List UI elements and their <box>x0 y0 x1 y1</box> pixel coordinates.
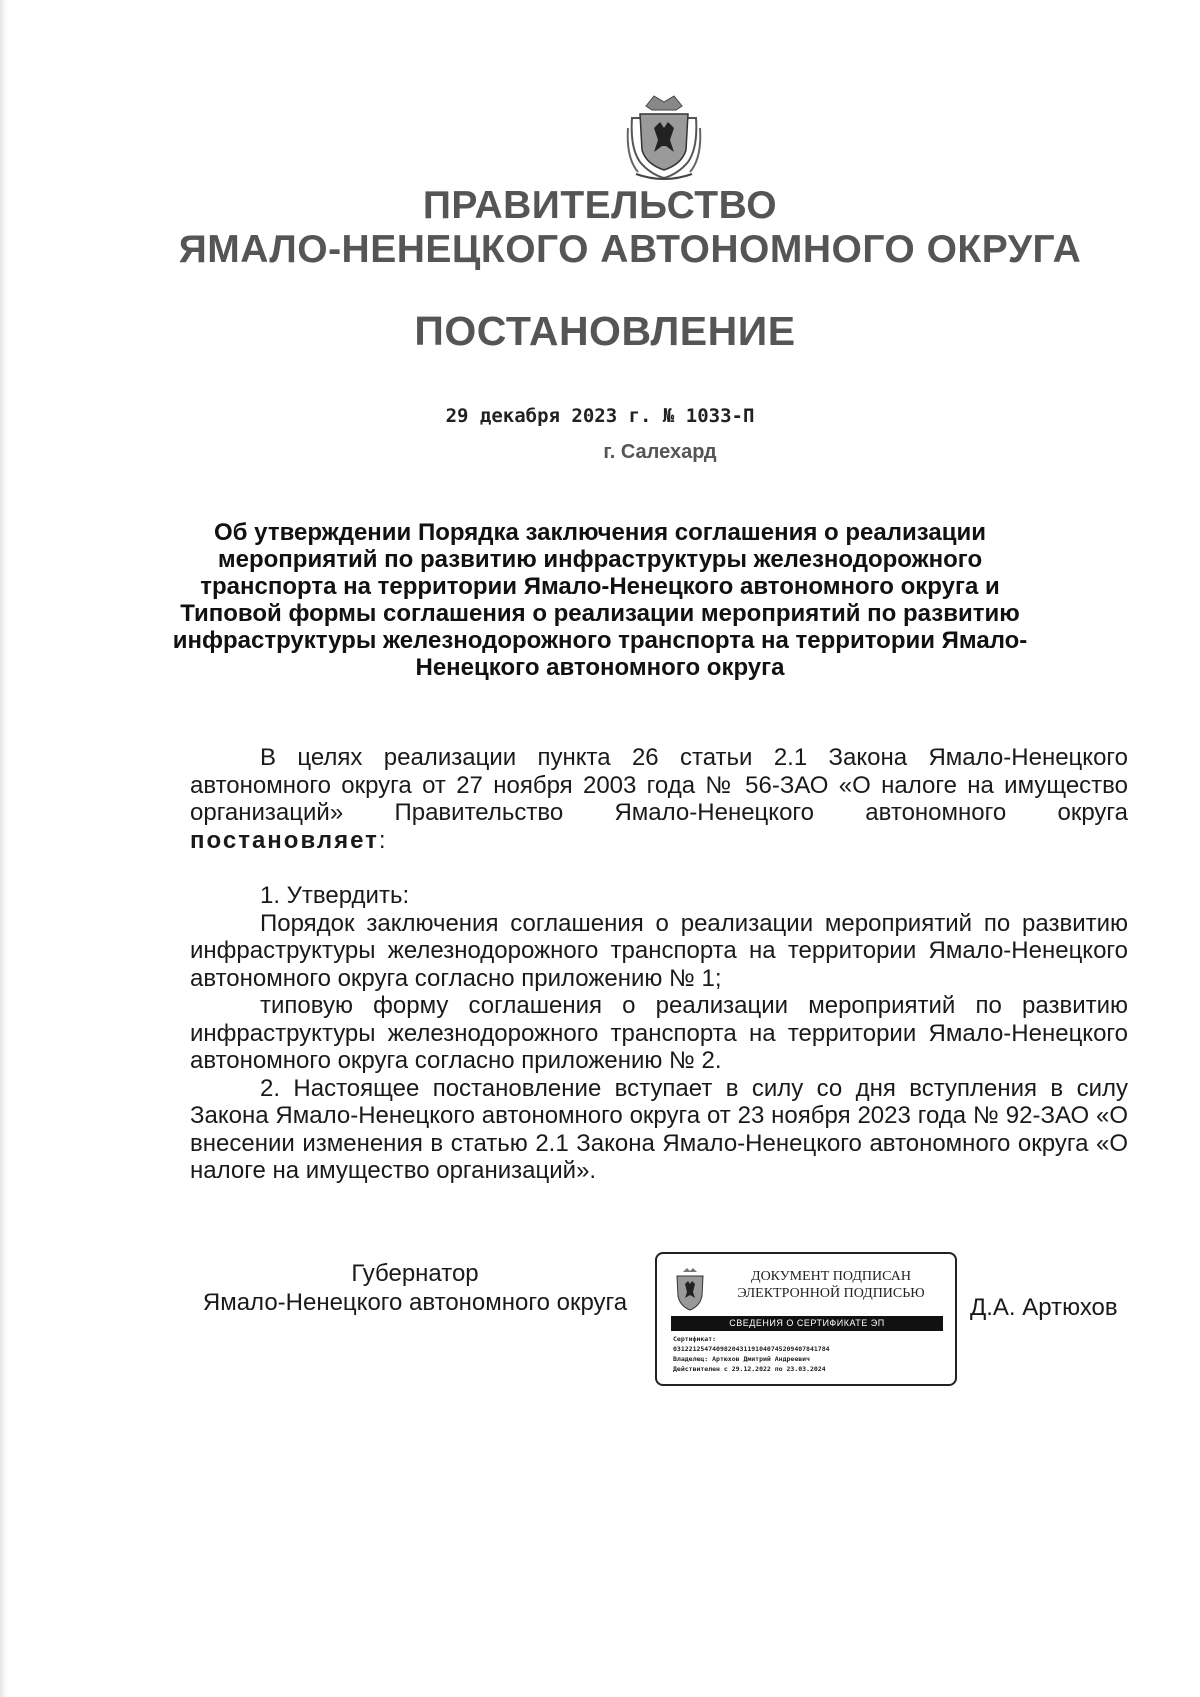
government-title-line2: ЯМАЛО-НЕНЕЦКОГО АВТОНОМНОГО ОКРУГА <box>178 228 1082 271</box>
stamp-title <box>713 1268 949 1302</box>
stamp-cert-label: Сертификат: <box>673 1335 717 1343</box>
decision-items <box>190 882 1128 1185</box>
stamp-certificate-details <box>673 1334 945 1374</box>
item-1-heading: 1. Утвердить: <box>260 882 410 909</box>
stamp-emblem-icon <box>673 1266 707 1312</box>
coat-of-arms-emblem <box>626 88 702 184</box>
item-2: 2. Настоящее постановление вступает в силу со дня вступления в силу Закона Ямало-Ненецкого автономного округа от 23 ноября 2023 года № 92-ЗАО «О внесении изменения в статью 2.1 Закона Ямало-Ненецкого автономного округа «О налоге на имущество организаций». <box>190 1074 1128 1184</box>
city: г. Салехард <box>603 441 717 463</box>
date-and-number: 29 декабря 2023 г. № 1033-П <box>445 405 755 427</box>
stamp-validity: Действителен с 29.12.2022 по 23.03.2024 <box>673 1365 826 1373</box>
stamp-title-line1: ДОКУМЕНТ ПОДПИСАН <box>751 1269 911 1284</box>
signatory-position <box>180 1259 650 1317</box>
preamble-keyword: постановляет <box>190 826 379 854</box>
electronic-signature-stamp <box>655 1252 957 1386</box>
stamp-cert-number: 0312212547409820431191040745209407841784 <box>673 1345 830 1353</box>
preamble-text: В целях реализации пункта 26 статьи 2.1 Закона Ямало-Ненецкого автономного округа от 27 ноября 2003 года № 56-ЗАО «О налоге на имущество организаций» Правительство Ямало-Ненецкого автономного округа <box>190 744 1128 826</box>
stamp-owner: Владелец: Артюхов Дмитрий Андреевич <box>673 1355 810 1363</box>
stamp-title-line2: ЭЛЕКТРОННОЙ ПОДПИСЬЮ <box>737 1286 925 1301</box>
item-1-a: Порядок заключения соглашения о реализации мероприятий по развитию инфраструктуры железнодорожного транспорта на территории Ямало-Ненецкого автономного округа согласно приложению № 1; <box>190 909 1128 992</box>
stamp-certificate-bar: СВЕДЕНИЯ О СЕРТИФИКАТЕ ЭП <box>671 1316 943 1331</box>
signatory-name: Д.А. Артюхов <box>970 1294 1118 1321</box>
document-subject: Об утверждении Порядка заключения соглашения о реализации мероприятий по развитию инфраструктуры железнодорожного транспорта на территории Ямало-Ненецкого автономного округа и Типовой формы соглашения о реализации мероприятий по развитию инфраструктуры железнодорожного транспорта на территории Ямало-Ненецкого автономного округа <box>172 519 1028 681</box>
government-title-line1: ПРАВИТЕЛЬСТВО <box>422 184 778 227</box>
signatory-position-line1: Губернатор <box>351 1260 479 1287</box>
document-type-title: ПОСТАНОВЛЕНИЕ <box>414 308 796 354</box>
preamble <box>190 744 1128 854</box>
page-edge-shadow <box>0 0 8 1697</box>
item-1-b: типовую форму соглашения о реализации мероприятий по развитию инфраструктуры железнодорожного транспорта на территории Ямало-Ненецкого автономного округа согласно приложению № 2. <box>190 992 1128 1074</box>
signatory-position-line2: Ямало-Ненецкого автономного округа <box>202 1289 628 1316</box>
preamble-colon: : <box>378 826 386 854</box>
